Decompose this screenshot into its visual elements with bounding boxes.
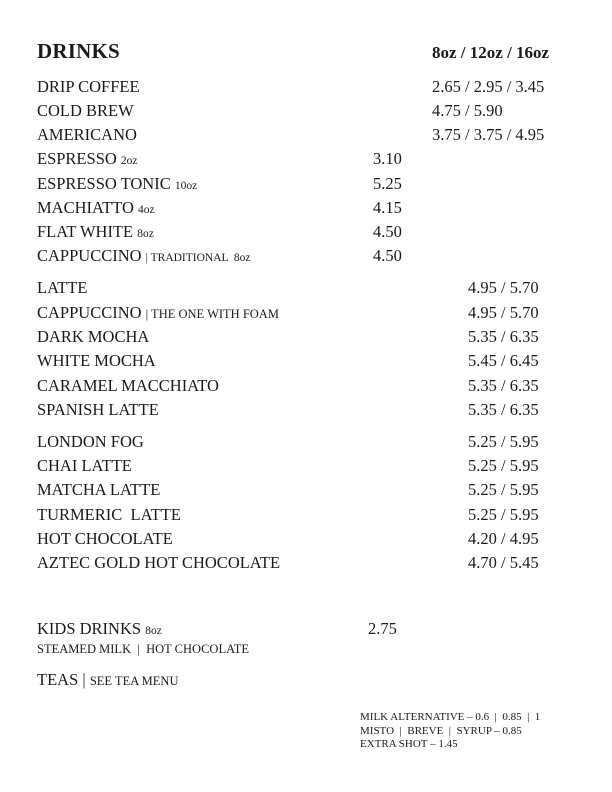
menu-item-teas bbox=[37, 672, 178, 689]
menu-item-cappuccino-traditional bbox=[37, 248, 250, 265]
price-drip-coffee: 2.65 / 2.95 / 3.45 bbox=[432, 77, 545, 96]
price-espresso: 3.10 bbox=[373, 149, 402, 168]
addon-extra-shot: EXTRA SHOT – 1.45 bbox=[360, 738, 458, 750]
price-london-fog: 5.25 / 5.95 bbox=[468, 432, 539, 451]
addon-milk-alternative: MILK ALTERNATIVE – 0.6 | 0.85 | 1 bbox=[360, 711, 541, 723]
item-size-note: 2oz bbox=[120, 155, 138, 167]
item-size-note: 8oz bbox=[137, 228, 154, 240]
menu-item-matcha-latte: MATCHA LATTE bbox=[37, 480, 161, 499]
menu-item-espresso bbox=[37, 151, 138, 168]
price-matcha-latte: 5.25 / 5.95 bbox=[468, 480, 539, 499]
menu-item-london-fog: LONDON FOG bbox=[37, 432, 144, 451]
item-size-note: | TRADITIONAL 8oz bbox=[145, 252, 251, 264]
kids-options: STEAMED MILK | HOT CHOCOLATE bbox=[37, 642, 249, 656]
addons-list bbox=[360, 711, 540, 752]
item-name: FLAT WHITE bbox=[37, 222, 134, 241]
price-kids-drinks: 2.75 bbox=[368, 619, 397, 638]
menu-item-cappuccino-foam bbox=[37, 305, 279, 322]
menu-item-spanish-latte: SPANISH LATTE bbox=[37, 400, 159, 419]
price-hot-chocolate: 4.20 / 4.95 bbox=[468, 529, 539, 548]
tea-menu-note: SEE TEA MENU bbox=[89, 674, 179, 688]
price-cold-brew: 4.75 / 5.90 bbox=[432, 101, 503, 120]
item-note: | THE ONE WITH FOAM bbox=[145, 307, 279, 321]
menu-item-caramel-macchiato: CARAMEL MACCHIATO bbox=[37, 376, 219, 395]
menu-item-flat-white bbox=[37, 224, 154, 241]
item-name: CAPPUCCINO bbox=[37, 246, 142, 265]
menu-item-hot-chocolate: HOT CHOCOLATE bbox=[37, 529, 173, 548]
item-size-note: 4oz bbox=[138, 204, 155, 216]
price-dark-mocha: 5.35 / 6.35 bbox=[468, 327, 539, 346]
price-chai-latte: 5.25 / 5.95 bbox=[468, 456, 539, 475]
price-caramel-macchiato: 5.35 / 6.35 bbox=[468, 376, 539, 395]
price-cappuccino-traditional: 4.50 bbox=[373, 246, 402, 265]
menu-item-latte: LATTE bbox=[37, 278, 88, 297]
menu-item-cold-brew: COLD BREW bbox=[37, 101, 134, 120]
item-name: ESPRESSO TONIC bbox=[37, 174, 171, 193]
menu-item-turmeric-latte: TURMERIC LATTE bbox=[37, 505, 181, 524]
price-turmeric-latte: 5.25 / 5.95 bbox=[468, 505, 539, 524]
price-aztec-gold-hot-chocolate: 4.70 / 5.45 bbox=[468, 553, 539, 572]
price-white-mocha: 5.45 / 6.45 bbox=[468, 351, 539, 370]
menu-item-kids-drinks bbox=[37, 621, 162, 638]
menu-item-espresso-tonic bbox=[37, 176, 197, 193]
price-flat-white: 4.50 bbox=[373, 222, 402, 241]
price-americano: 3.75 / 3.75 / 4.95 bbox=[432, 125, 545, 144]
addon-misto-breve-syrup: MISTO | BREVE | SYRUP – 0.85 bbox=[360, 724, 522, 737]
price-espresso-tonic: 5.25 bbox=[373, 174, 402, 193]
menu-item-white-mocha: WHITE MOCHA bbox=[37, 351, 156, 370]
menu-item-dark-mocha: DARK MOCHA bbox=[37, 327, 150, 346]
price-latte: 4.95 / 5.70 bbox=[468, 278, 539, 297]
menu-item-americano: AMERICANO bbox=[37, 125, 137, 144]
item-name: KIDS DRINKS bbox=[37, 619, 142, 638]
menu-item-machiatto bbox=[37, 200, 155, 217]
item-size-note: 8oz bbox=[145, 625, 162, 637]
price-machiatto: 4.15 bbox=[373, 198, 402, 217]
item-size-note: 10oz bbox=[174, 180, 198, 192]
price-cappuccino-foam: 4.95 / 5.70 bbox=[468, 303, 539, 322]
item-name: MACHIATTO bbox=[37, 198, 134, 217]
size-header: 8oz / 12oz / 16oz bbox=[432, 43, 550, 62]
page-title: DRINKS bbox=[37, 39, 120, 63]
item-name: ESPRESSO bbox=[37, 149, 117, 168]
menu-item-drip-coffee: DRIP COFFEE bbox=[37, 77, 140, 96]
price-spanish-latte: 5.35 / 6.35 bbox=[468, 400, 539, 419]
item-name: TEAS | bbox=[37, 670, 86, 689]
menu-item-chai-latte: CHAI LATTE bbox=[37, 456, 132, 475]
menu-item-aztec-gold-hot-chocolate: AZTEC GOLD HOT CHOCOLATE bbox=[37, 553, 281, 572]
item-name: CAPPUCCINO bbox=[37, 303, 142, 322]
